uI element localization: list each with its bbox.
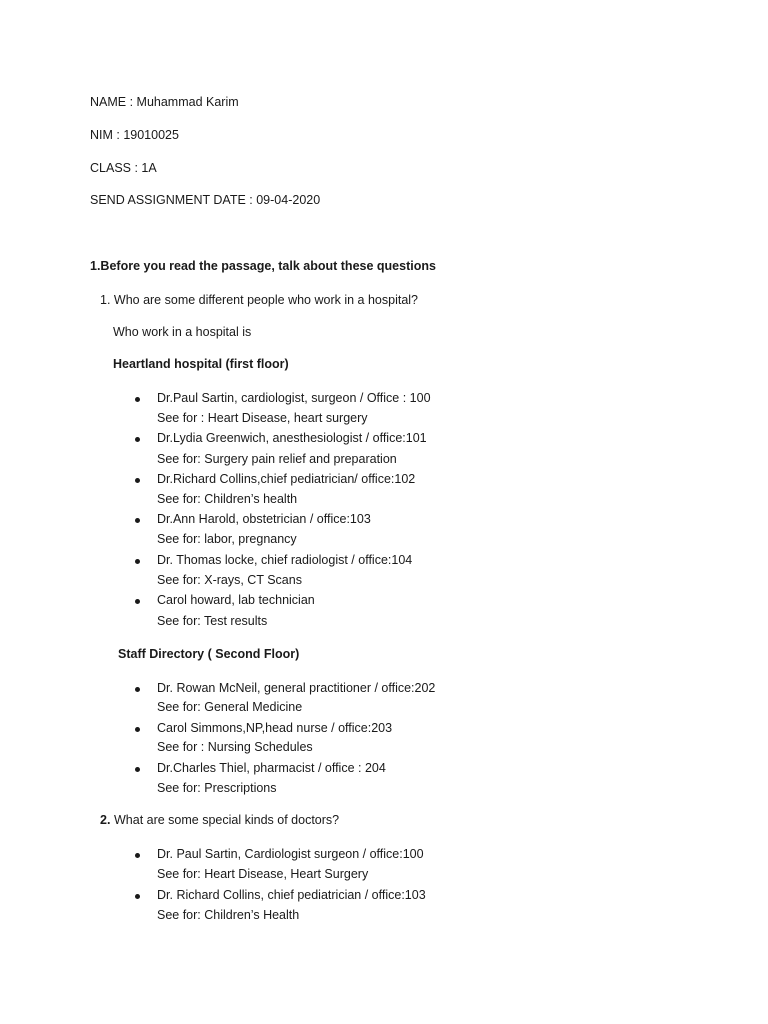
bullet-icon	[135, 397, 140, 402]
list-item-main: Dr. Thomas locke, chief radiologist / office:104	[157, 553, 413, 567]
list-item-see: See for : Heart Disease, heart surgery	[157, 411, 368, 425]
bullet-icon	[135, 853, 140, 858]
floor2-title: Staff Directory ( Second Floor)	[118, 647, 300, 661]
bullet-icon	[135, 599, 140, 604]
list-item-main: Carol Simmons,NP,head nurse / office:203	[157, 721, 393, 735]
section-title: 1.Before you read the passage, talk about these questions	[90, 259, 436, 273]
list-item-main: Dr. Paul Sartin, Cardiologist surgeon / office:100	[157, 847, 424, 861]
list-item-see: See for: X-rays, CT Scans	[157, 573, 302, 587]
bullet-icon	[135, 687, 140, 692]
list-item-main: Dr. Richard Collins, chief pediatrician / office:103	[157, 888, 426, 902]
list-item-see: See for: Children’s health	[157, 492, 298, 506]
list-item-main: Dr.Lydia Greenwich, anesthesiologist / office:101	[157, 431, 427, 445]
list-item-see: See for: labor, pregnancy	[157, 532, 297, 546]
list-item-see: See for: General Medicine	[157, 700, 303, 714]
student-nim: NIM : 19010025	[90, 128, 179, 142]
list-item-see: See for: Prescriptions	[157, 781, 277, 795]
list-item-main: Dr.Richard Collins,chief pediatrician/ office:102	[157, 472, 416, 486]
bullet-icon	[135, 767, 140, 772]
bullet-icon	[135, 518, 140, 523]
student-class: CLASS : 1A	[90, 161, 157, 175]
list-item-see: See for: Surgery pain relief and preparation	[157, 452, 397, 466]
bullet-icon	[135, 437, 140, 442]
list-item-main: Dr. Rowan McNeil, general practitioner / office:202	[157, 681, 436, 695]
list-item-main: Dr.Charles Thiel, pharmacist / office : 204	[157, 761, 386, 775]
bullet-icon	[135, 727, 140, 732]
answer-intro: Who work in a hospital is	[113, 325, 252, 339]
question-2-number: 2.	[100, 813, 111, 827]
list-item-main: Dr.Ann Harold, obstetrician / office:103	[157, 512, 371, 526]
assignment-date: SEND ASSIGNMENT DATE : 09-04-2020	[90, 193, 321, 207]
list-item-main: Carol howard, lab technician	[157, 593, 315, 607]
bullet-icon	[135, 478, 140, 483]
question-1: 1. Who are some different people who work in a hospital?	[100, 293, 419, 307]
bullet-icon	[135, 559, 140, 564]
list-item-see: See for: Children’s Health	[157, 908, 300, 922]
floor1-title: Heartland hospital (first floor)	[113, 357, 289, 371]
question-2: What are some special kinds of doctors?	[114, 813, 340, 827]
list-item-see: See for: Test results	[157, 614, 268, 628]
bullet-icon	[135, 894, 140, 899]
list-item-see: See for: Heart Disease, Heart Surgery	[157, 867, 369, 881]
list-item-see: See for : Nursing Schedules	[157, 740, 313, 754]
student-name: NAME : Muhammad Karim	[90, 95, 239, 109]
list-item-main: Dr.Paul Sartin, cardiologist, surgeon / Office : 100	[157, 391, 431, 405]
